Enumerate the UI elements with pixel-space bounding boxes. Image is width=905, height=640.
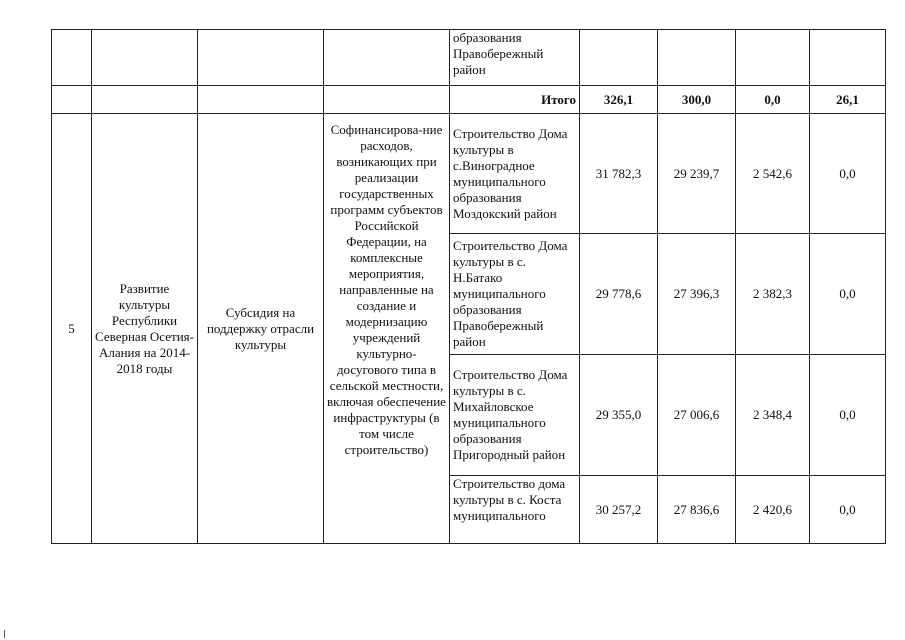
object-cell: Строительство Дома культуры в с.Виноградное муниципального образования Моздокский район — [450, 114, 580, 234]
cell-empty — [324, 86, 450, 114]
value-cell: 29 239,7 — [658, 114, 736, 234]
page-edge-mark — [4, 630, 5, 638]
value-cell: 2 420,6 — [736, 476, 810, 544]
total-row — [52, 86, 886, 114]
total-value-4: 26,1 — [810, 86, 886, 114]
cell-empty — [52, 30, 92, 86]
cell-empty — [810, 30, 886, 86]
total-value-3: 0,0 — [736, 86, 810, 114]
value-cell: 0,0 — [810, 234, 886, 355]
object-cell: образования Правобережный район — [450, 30, 580, 86]
cell-empty — [736, 30, 810, 86]
value-cell: 31 782,3 — [580, 114, 658, 234]
cell-empty — [324, 30, 450, 86]
object-cell: Строительство Дома культуры в с. Михайловское муниципального образования Пригородный район — [450, 355, 580, 476]
object-cell: Строительство дома культуры в с. Коста муниципального — [450, 476, 580, 544]
cell-empty — [92, 30, 198, 86]
cell-empty — [580, 30, 658, 86]
cell-empty — [198, 30, 324, 86]
value-cell: 0,0 — [810, 476, 886, 544]
row-number: 5 — [52, 114, 92, 544]
total-value-1: 326,1 — [580, 86, 658, 114]
table-row — [52, 114, 886, 234]
table-row — [52, 30, 886, 86]
total-value-2: 300,0 — [658, 86, 736, 114]
value-cell: 29 778,6 — [580, 234, 658, 355]
program-name: Развитие культуры Республики Северная Осетия-Алания на 2014-2018 годы — [92, 114, 198, 544]
cell-empty — [92, 86, 198, 114]
value-cell: 2 542,6 — [736, 114, 810, 234]
value-cell: 2 382,3 — [736, 234, 810, 355]
purpose-text: Софинансирова-ние расходов, возникающих при реализации государственных программ субъектов Российской Федерации, на комплексные мероприятия, направленные на создание и модернизацию учреждений культурно-досугового типа в сельской местности, включая обеспечение инфраструктуры (в том числе строительство) — [324, 114, 450, 544]
subsidy-name: Субсидия на поддержку отрасли культуры — [198, 114, 324, 544]
object-cell: Строительство Дома культуры в с. Н.Батако муниципального образования Правобережный район — [450, 234, 580, 355]
value-cell: 0,0 — [810, 114, 886, 234]
cell-empty — [198, 86, 324, 114]
cell-empty — [52, 86, 92, 114]
value-cell: 0,0 — [810, 355, 886, 476]
value-cell: 27 006,6 — [658, 355, 736, 476]
budget-table — [51, 29, 886, 544]
value-cell: 2 348,4 — [736, 355, 810, 476]
value-cell: 30 257,2 — [580, 476, 658, 544]
total-label: Итого — [450, 86, 580, 114]
value-cell: 27 396,3 — [658, 234, 736, 355]
value-cell: 27 836,6 — [658, 476, 736, 544]
cell-empty — [658, 30, 736, 86]
value-cell: 29 355,0 — [580, 355, 658, 476]
